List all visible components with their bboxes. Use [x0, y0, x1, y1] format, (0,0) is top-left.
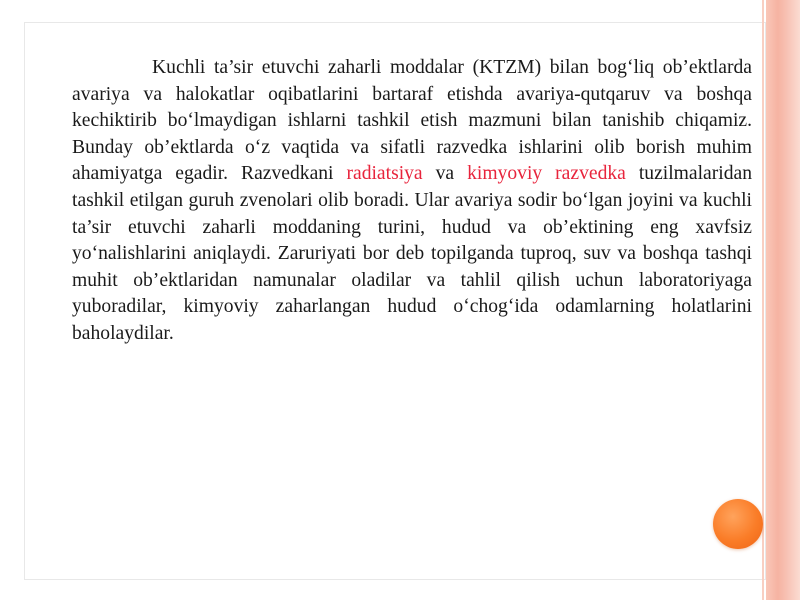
- body-paragraph: [72, 55, 752, 348]
- paragraph-text-part3: tuzilmalaridan tashkil etilgan guruh zvenolari olib boradi. Ular avariya sodir bo‘lgan joyini va kuchli ta’sir etuvchi zaharli moddaning turini, hudud va ob’ektining eng xavfsiz yo‘nalishlarini aniqlaydi. Zaruriyati bor deb topilganda tuproq, suv va boshqa tashqi muhit ob’ektlaridan namunalar oladilar va tahlil qilish uchun laboratoriyaga yuboradilar, kimyoviy zaharlangan hudud o‘chog‘ida odamlarning holatlarini baholaydilar.: [72, 163, 753, 344]
- highlight-radiatsiya: radiatsiya: [346, 163, 423, 185]
- highlight-kimyoviy-razvedka: kimyoviy razvedka: [467, 163, 626, 185]
- side-accent-bar: [766, 0, 800, 600]
- orange-circle-decoration: [713, 499, 763, 549]
- side-accent-line: [762, 0, 764, 600]
- paragraph-text-part1: Kuchli ta’sir etuvchi zaharli moddalar (KTZM) bilan bog‘liq ob’ektlarda avariya va halokatlar oqibatlarini bartaraf etishda avariya-qutqaruv va boshqa kechiktirib bo‘lmaydigan ishlarni tashkil etish mazmuni bilan tanishib chiqamiz. Bunday ob’ektlarda o‘z vaqtida va sifatli razvedka ishlarini olib borish muhim ahamiyatga egadir. Razvedkani: [72, 57, 752, 185]
- paragraph-text-part2: va: [422, 163, 468, 185]
